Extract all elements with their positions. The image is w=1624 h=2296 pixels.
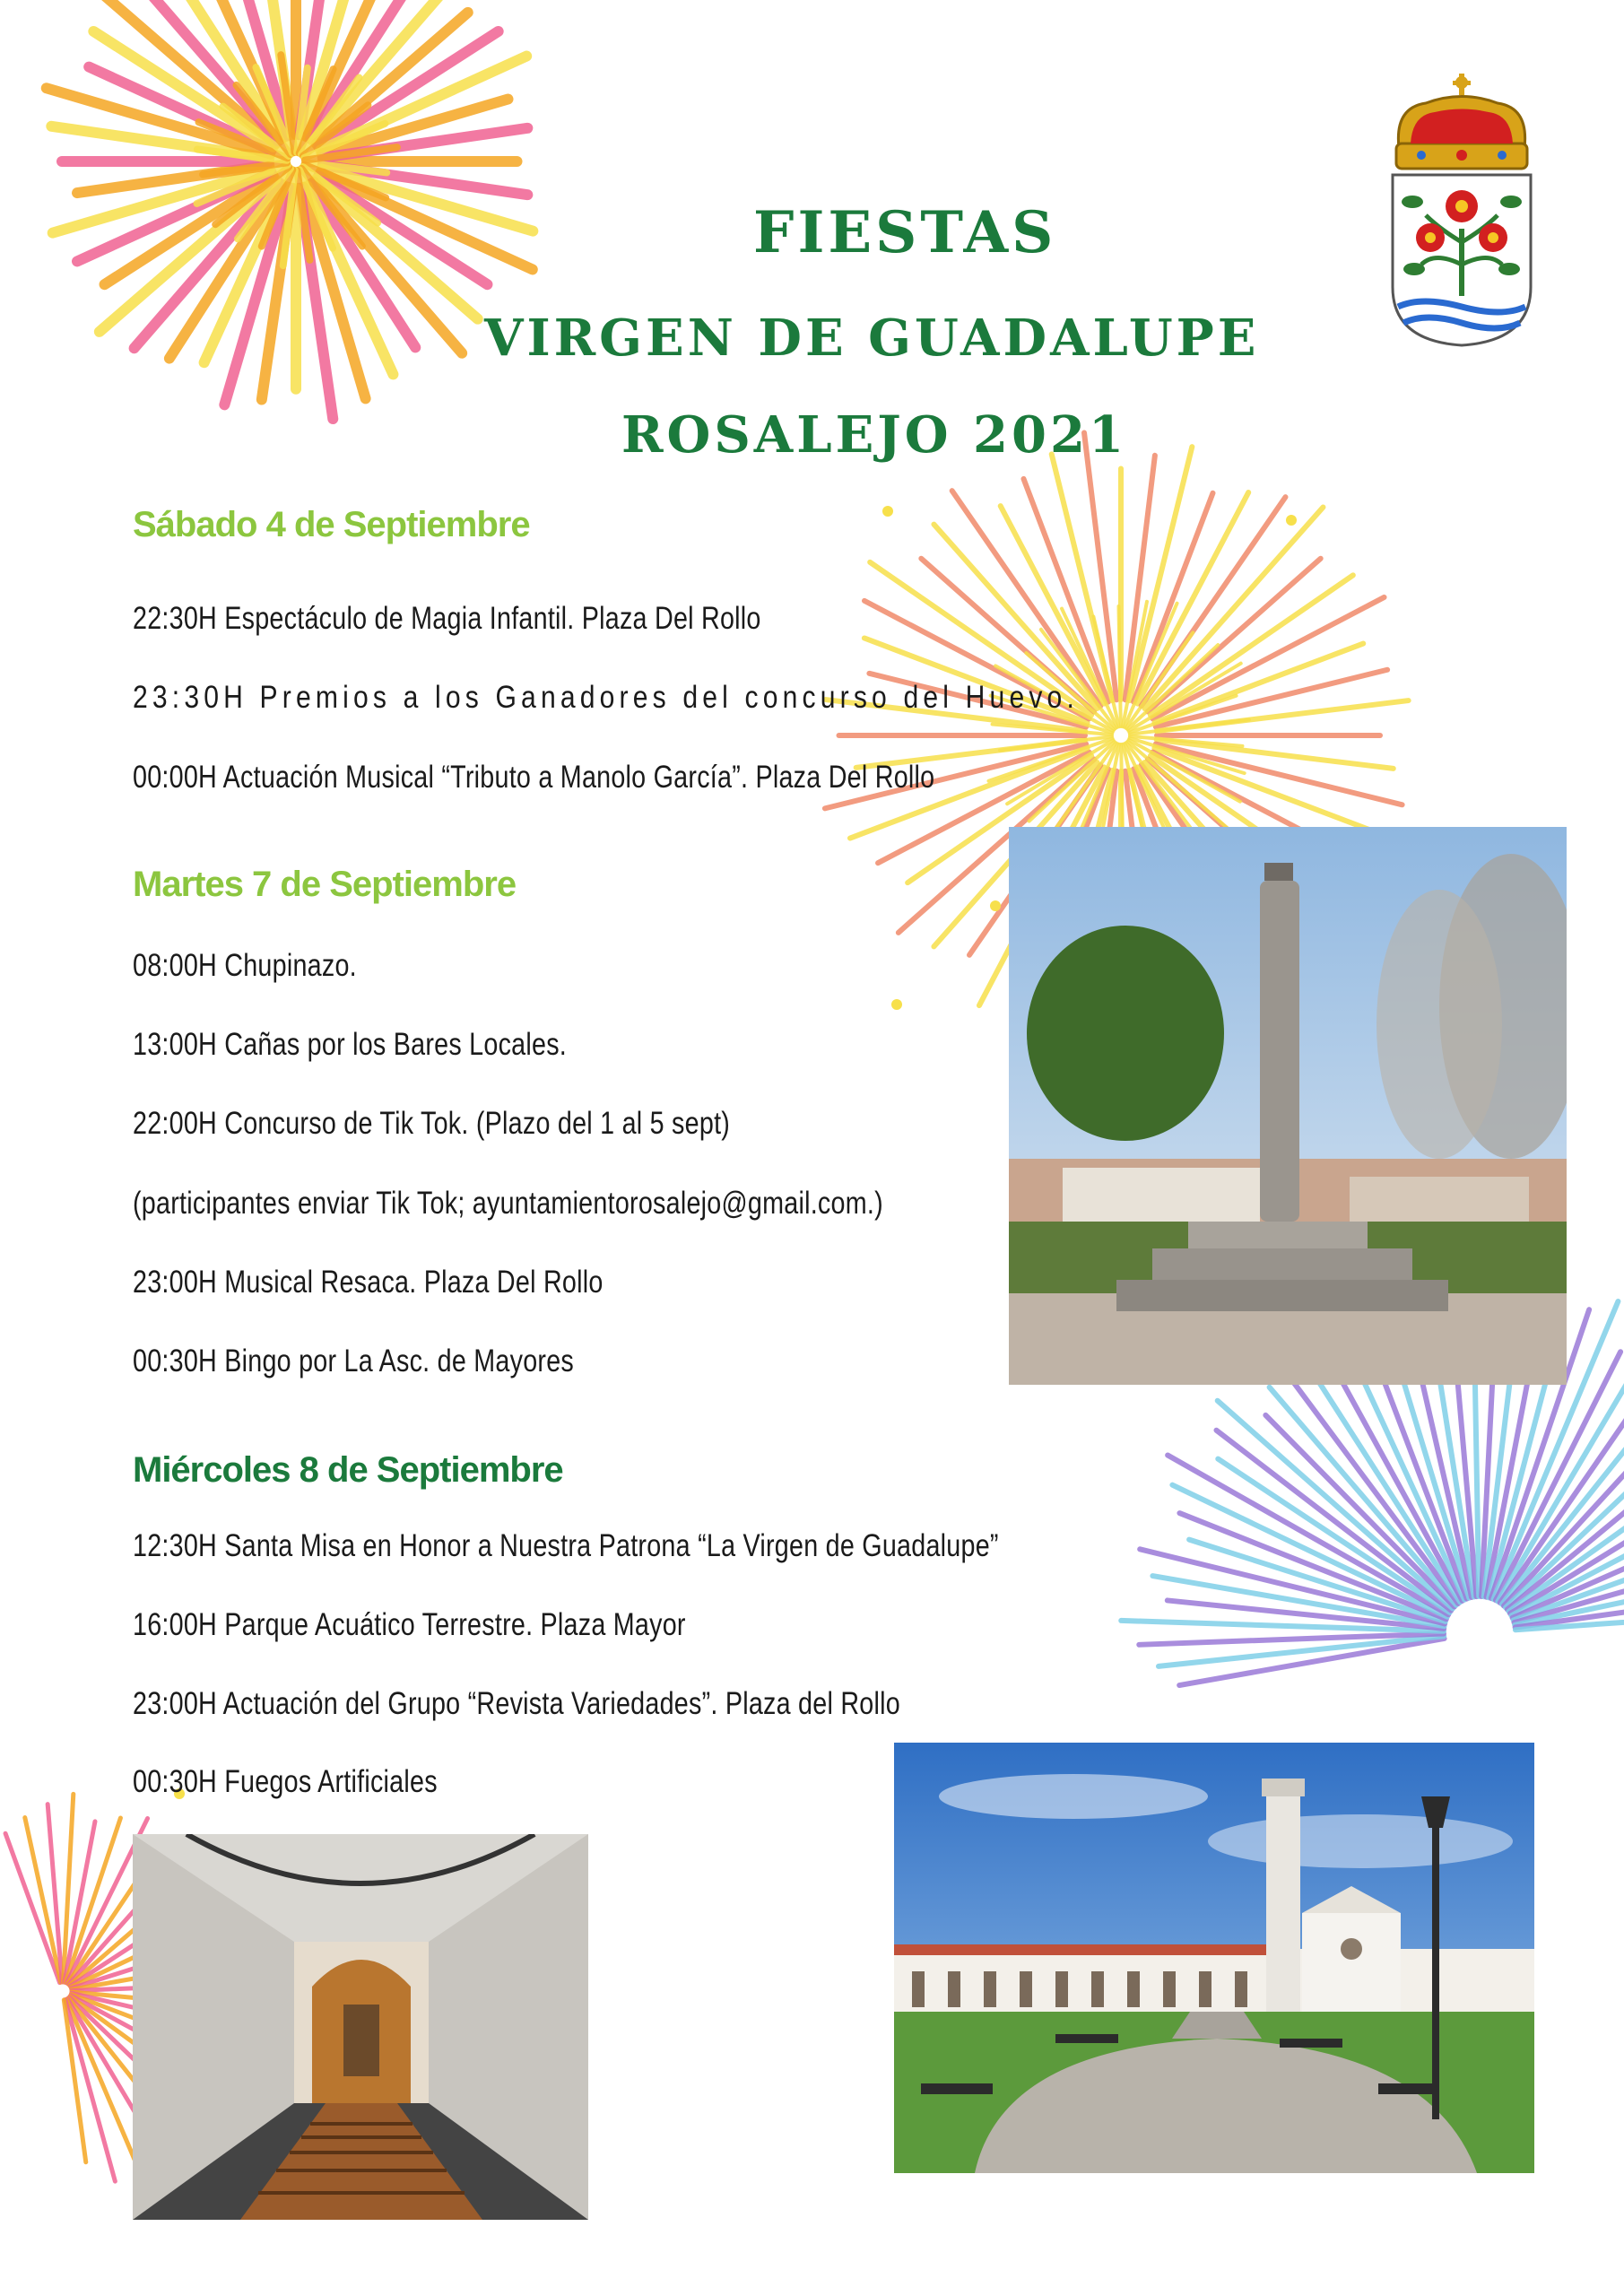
- event-line: 12:30H Santa Misa en Honor a Nuestra Patrona “La Virgen de Guadalupe”: [133, 1528, 999, 1563]
- event-line: 08:00H Chupinazo.: [133, 948, 357, 983]
- event-line: 22:30H Espectáculo de Magia Infantil. Plaza Del Rollo: [133, 601, 761, 636]
- title-line-2: VIRGEN DE GUADALUPE: [484, 309, 1260, 368]
- title-line-3: ROSALEJO 2021: [621, 405, 1127, 465]
- day-heading: Miércoles 8 de Septiembre: [133, 1450, 563, 1490]
- title-line-1: FIESTAS: [753, 199, 1057, 266]
- event-line: 23:30H Premios a los Ganadores del concurso del Huevo.: [133, 680, 1079, 715]
- event-line: 16:00H Parque Acuático Terrestre. Plaza Mayor: [133, 1607, 686, 1642]
- event-line: 00:00H Actuación Musical “Tributo a Manolo García”. Plaza Del Rollo: [133, 760, 935, 795]
- event-line: 00:30H Bingo por La Asc. de Mayores: [133, 1344, 575, 1378]
- plaza-mayor-photo: [894, 1743, 1534, 2173]
- event-line: 23:00H Actuación del Grupo “Revista Variedades”. Plaza del Rollo: [133, 1686, 900, 1721]
- day-heading: Martes 7 de Septiembre: [133, 865, 517, 904]
- event-line: 22:00H Concurso de Tik Tok. (Plazo del 1 al 5 sept): [133, 1106, 731, 1141]
- event-line: (participantes enviar Tik Tok; ayuntamientorosalejo@gmail.com.): [133, 1186, 883, 1221]
- coat-of-arms-icon: [1385, 72, 1538, 350]
- event-line: 00:30H Fuegos Artificiales: [133, 1764, 438, 1799]
- event-line: 23:00H Musical Resaca. Plaza Del Rollo: [133, 1265, 604, 1300]
- plaza-rollo-photo: [1009, 827, 1567, 1385]
- day-heading: Sábado 4 de Septiembre: [133, 505, 530, 544]
- event-line: 13:00H Cañas por los Bares Locales.: [133, 1027, 568, 1062]
- church-interior-photo: [133, 1834, 588, 2220]
